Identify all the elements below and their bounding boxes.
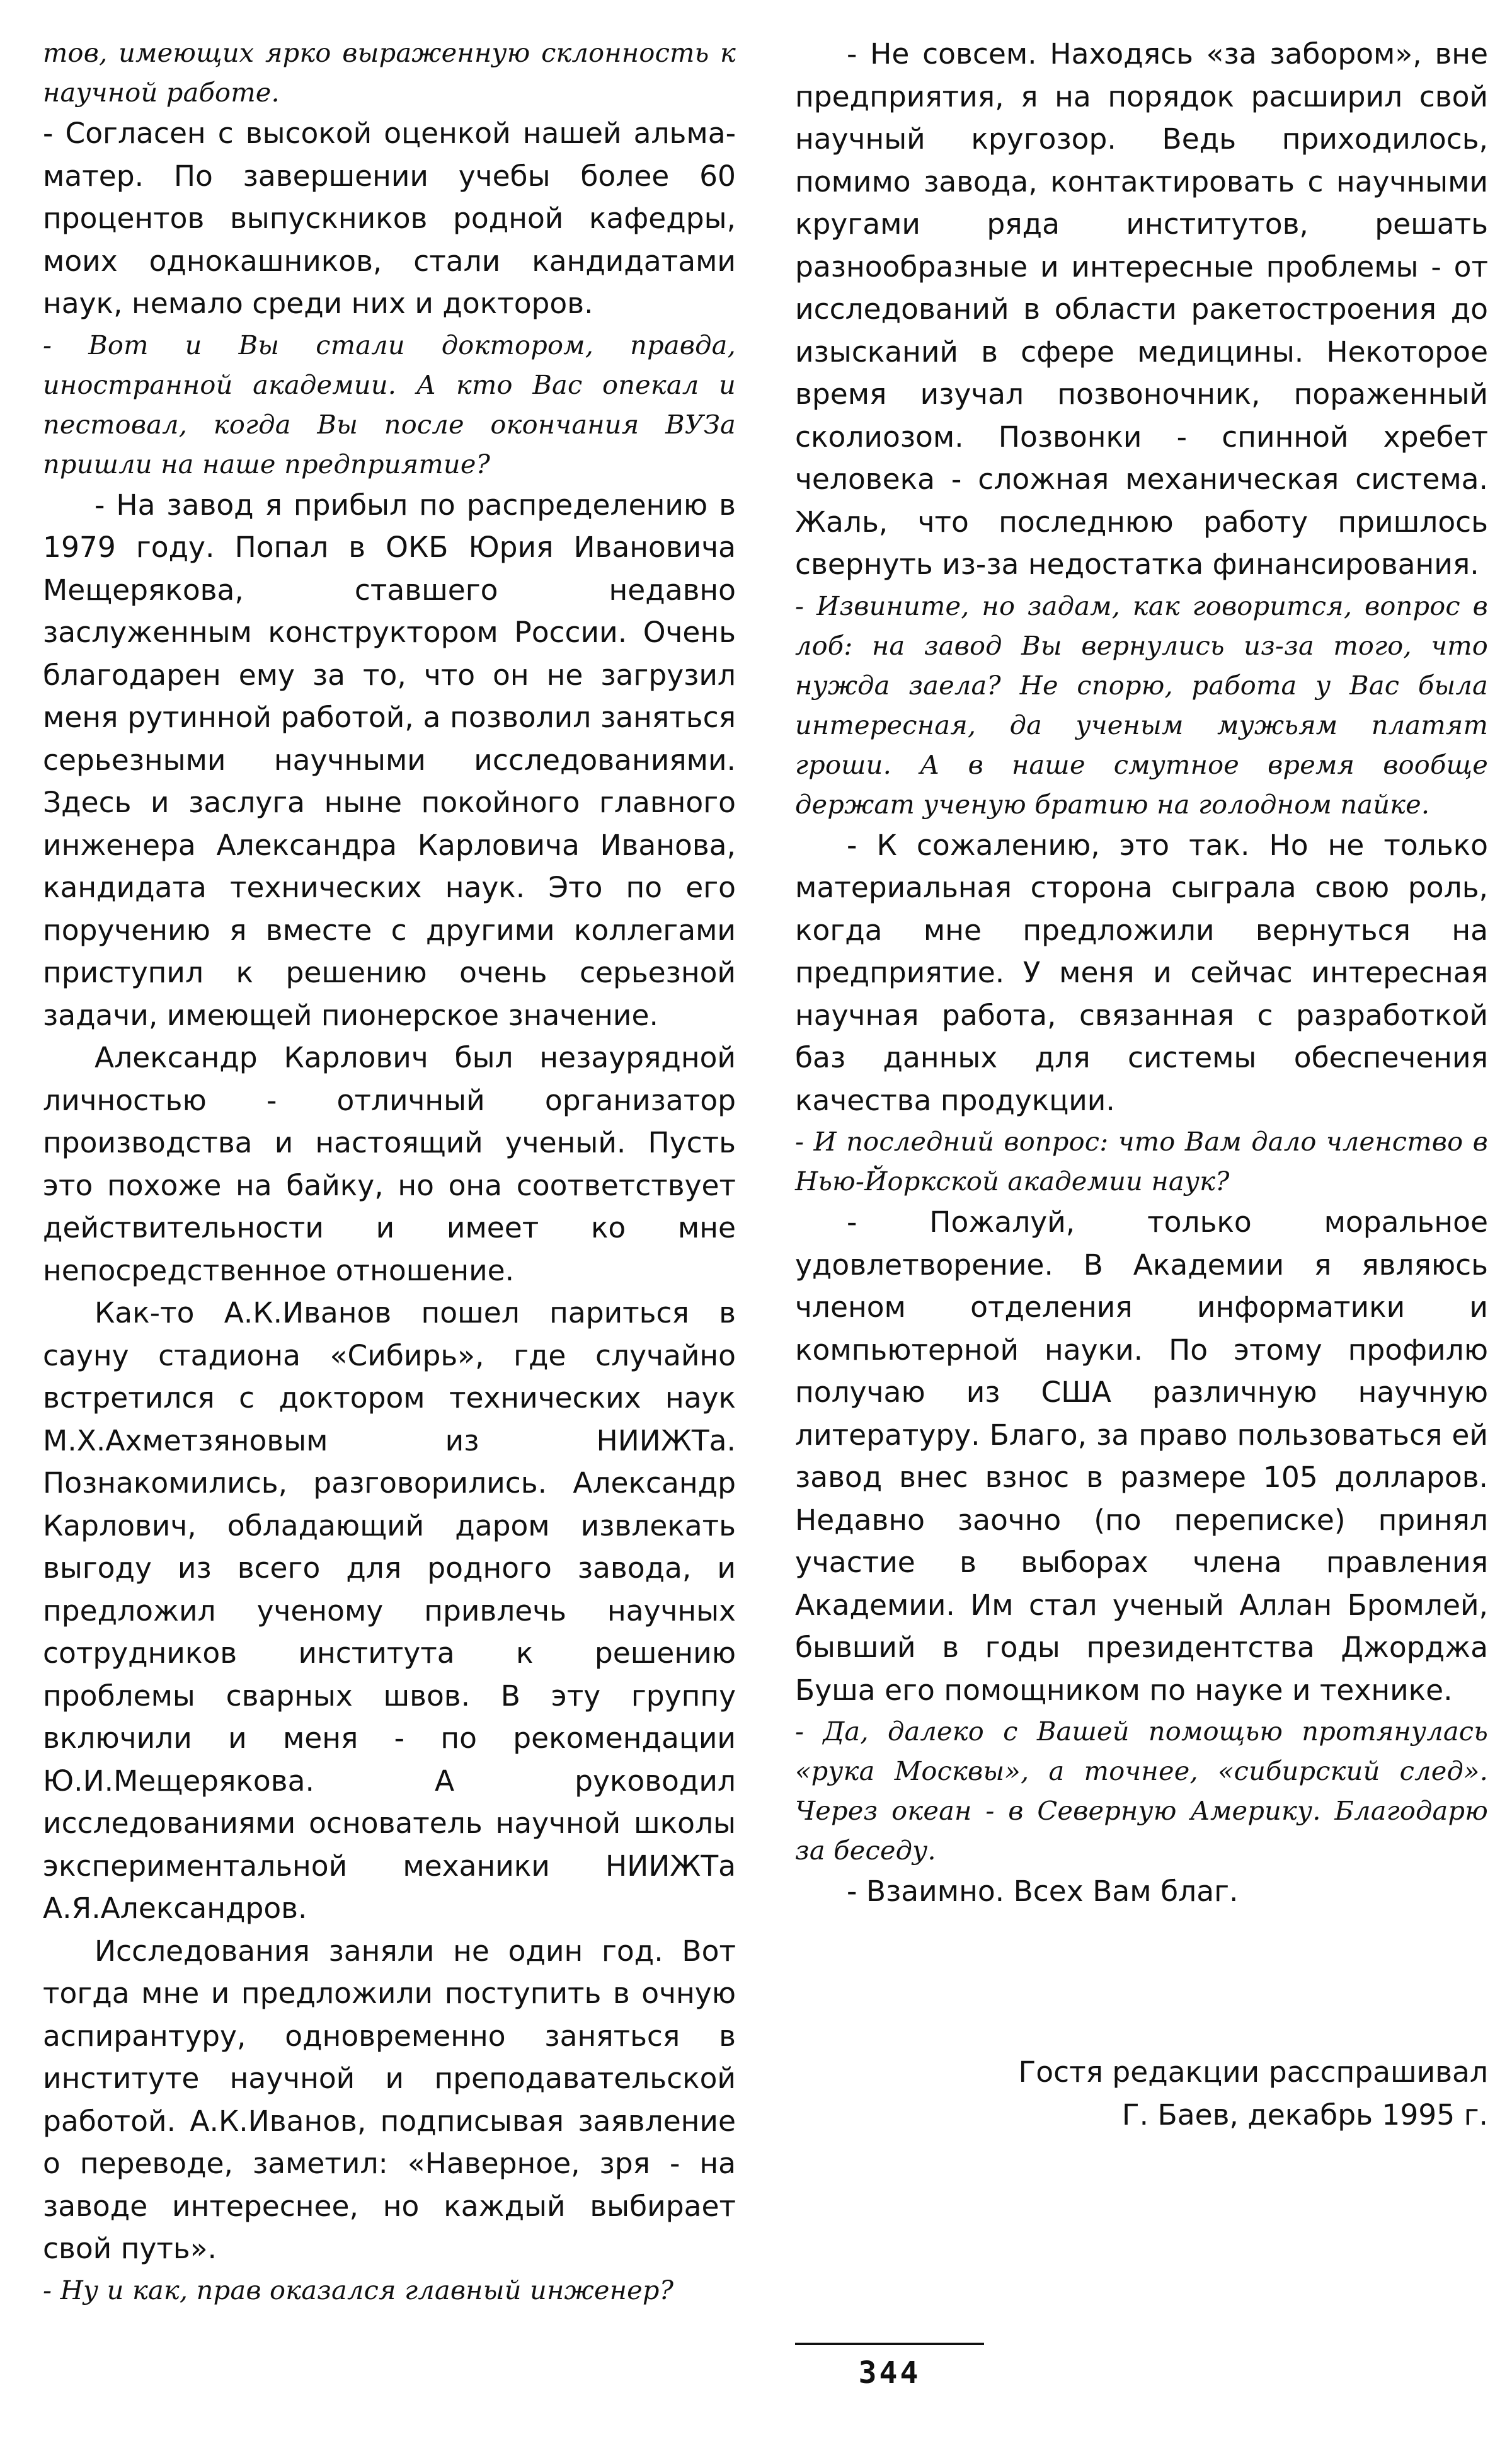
signature-line-1: Гостя редакции расспрашивал: [1018, 2055, 1488, 2089]
right-column: [795, 33, 1488, 1913]
answer-paragraph: - Взаимно. Всех Вам благ.: [847, 1875, 1239, 1908]
question-paragraph: - Вот и Вы стали доктором, правда, иностранной академии. А кто Вас опекал и пестовал, когда Вы после окончания ВУЗа пришли на наше предприятие?: [43, 329, 736, 479]
answer-paragraph: - Согласен с высокой оценкой нашей альма-матер. По завершении учебы более 60 процентов выпускников родной кафедры, моих однокашников, стали кандидатами наук, немало среди них и докторов.: [43, 117, 736, 320]
question-paragraph: тов, имеющих ярко выраженную склонность к научной работе.: [43, 37, 736, 108]
answer-paragraph: Исследования заняли не один год. Вот тогда мне и предложили поступить в очную аспирантуру, одновременно заняться в институте научной и преподавательской работой. А.К.Иванов, подписывая заявление о переводе, заметил: «Наверное, зря - на заводе интереснее, но каждый выбирает свой путь».: [43, 1934, 736, 2265]
answer-paragraph: Александр Карлович был незаурядной личностью - отличный организатор производства и настоящий ученый. Пусть это похоже на байку, но она соответствует действительности и имеет ко мне непосредственное отношение.: [43, 1041, 736, 1287]
question-paragraph: - Да, далеко с Вашей помощью протянулась «рука Москвы», а точнее, «сибирский след». Через океан - в Северную Америку. Благодарю за беседу.: [795, 1716, 1488, 1866]
answer-paragraph: Как-то А.К.Иванов пошел париться в сауну стадиона «Сибирь», где случайно встретился с доктором технических наук М.Х.Ахметзяновым из НИИЖТа. Познакомились, разговорились. Александр Карлович, обладающий даром извлекать выгоду из всего для родного завода, и предложил ученому привлечь научных сотрудников института к решению проблемы сварных швов. В эту группу включили и меня - по рекомендации Ю.И.Мещерякова. А руководил исследованиями основатель научной школы экспериментальной механики НИИЖТа А.Я.Александров.: [43, 1296, 736, 1925]
answer-paragraph: - Пожалуй, только моральное удовлетворение. В Академии я являюсь членом отделения информатики и компьютерной науки. По этому профилю получаю из США различную научную литературу. Благо, за право пользоваться ей завод внес взнос в размере 105 долларов. Недавно заочно (по переписке) принял участие в выборах члена правления Академии. Им стал ученый Аллан Бромлей, бывший в годы президентства Джорджа Буша его помощником по науке и технике.: [795, 1205, 1488, 1707]
signature-line-2: Г. Баев, декабрь 1995 г.: [1121, 2098, 1488, 2132]
interview-signature: [795, 2051, 1488, 2137]
page-number: 344: [858, 2355, 921, 2391]
question-paragraph: - Ну и как, прав оказался главный инженер?: [43, 2274, 674, 2305]
left-column: [43, 33, 736, 2310]
answer-paragraph: - К сожалению, это так. Но не только материальная сторона сыграла свою роль, когда мне предложили вернуться на предприятие. У меня и сейчас интересная научная работа, связанная с разработкой баз данных для системы обеспечения качества продукции.: [795, 828, 1488, 1117]
page-number-rule: [795, 2343, 984, 2345]
answer-paragraph: - Не совсем. Находясь «за забором», вне предприятия, я на порядок расширил свой научный кругозор. Ведь приходилось, помимо завода, контактировать с научными кругами ряда институтов, решать разнообразные и интересные проблемы - от исследований в области ракетостроения до изысканий в сфере медицины. Некоторое время изучал позвоночник, пораженный сколиозом. Позвонки - спинной хребет человека - сложная механическая система. Жаль, что последнюю работу пришлось свернуть из-за недостатка финансирования.: [795, 37, 1488, 581]
question-paragraph: - Извините, но задам, как говорится, вопрос в лоб: на завод Вы вернулись из-за того, что нужда заела? Не спорю, работа у Вас была интересная, да ученым мужьям платят гроши. А в наше смутное время вообще держат ученую братию на голодном пайке.: [795, 590, 1488, 820]
answer-paragraph: - На завод я прибыл по распределению в 1979 году. Попал в ОКБ Юрия Ивановича Мещерякова, ставшего недавно заслуженным конструктором России. Очень благодарен ему за то, что он не загрузил меня рутинной работой, а позволил заняться серьезными научными исследованиями. Здесь и заслуга ныне покойного главного инженера Александра Карловича Иванова, кандидата технических наук. Это по его поручению я вместе с другими коллегами приступил к решению очень серьезной задачи, имеющей пионерское значение.: [43, 488, 736, 1032]
question-paragraph: - И последний вопрос: что Вам дало членство в Нью-Йоркской академии наук?: [795, 1126, 1488, 1197]
